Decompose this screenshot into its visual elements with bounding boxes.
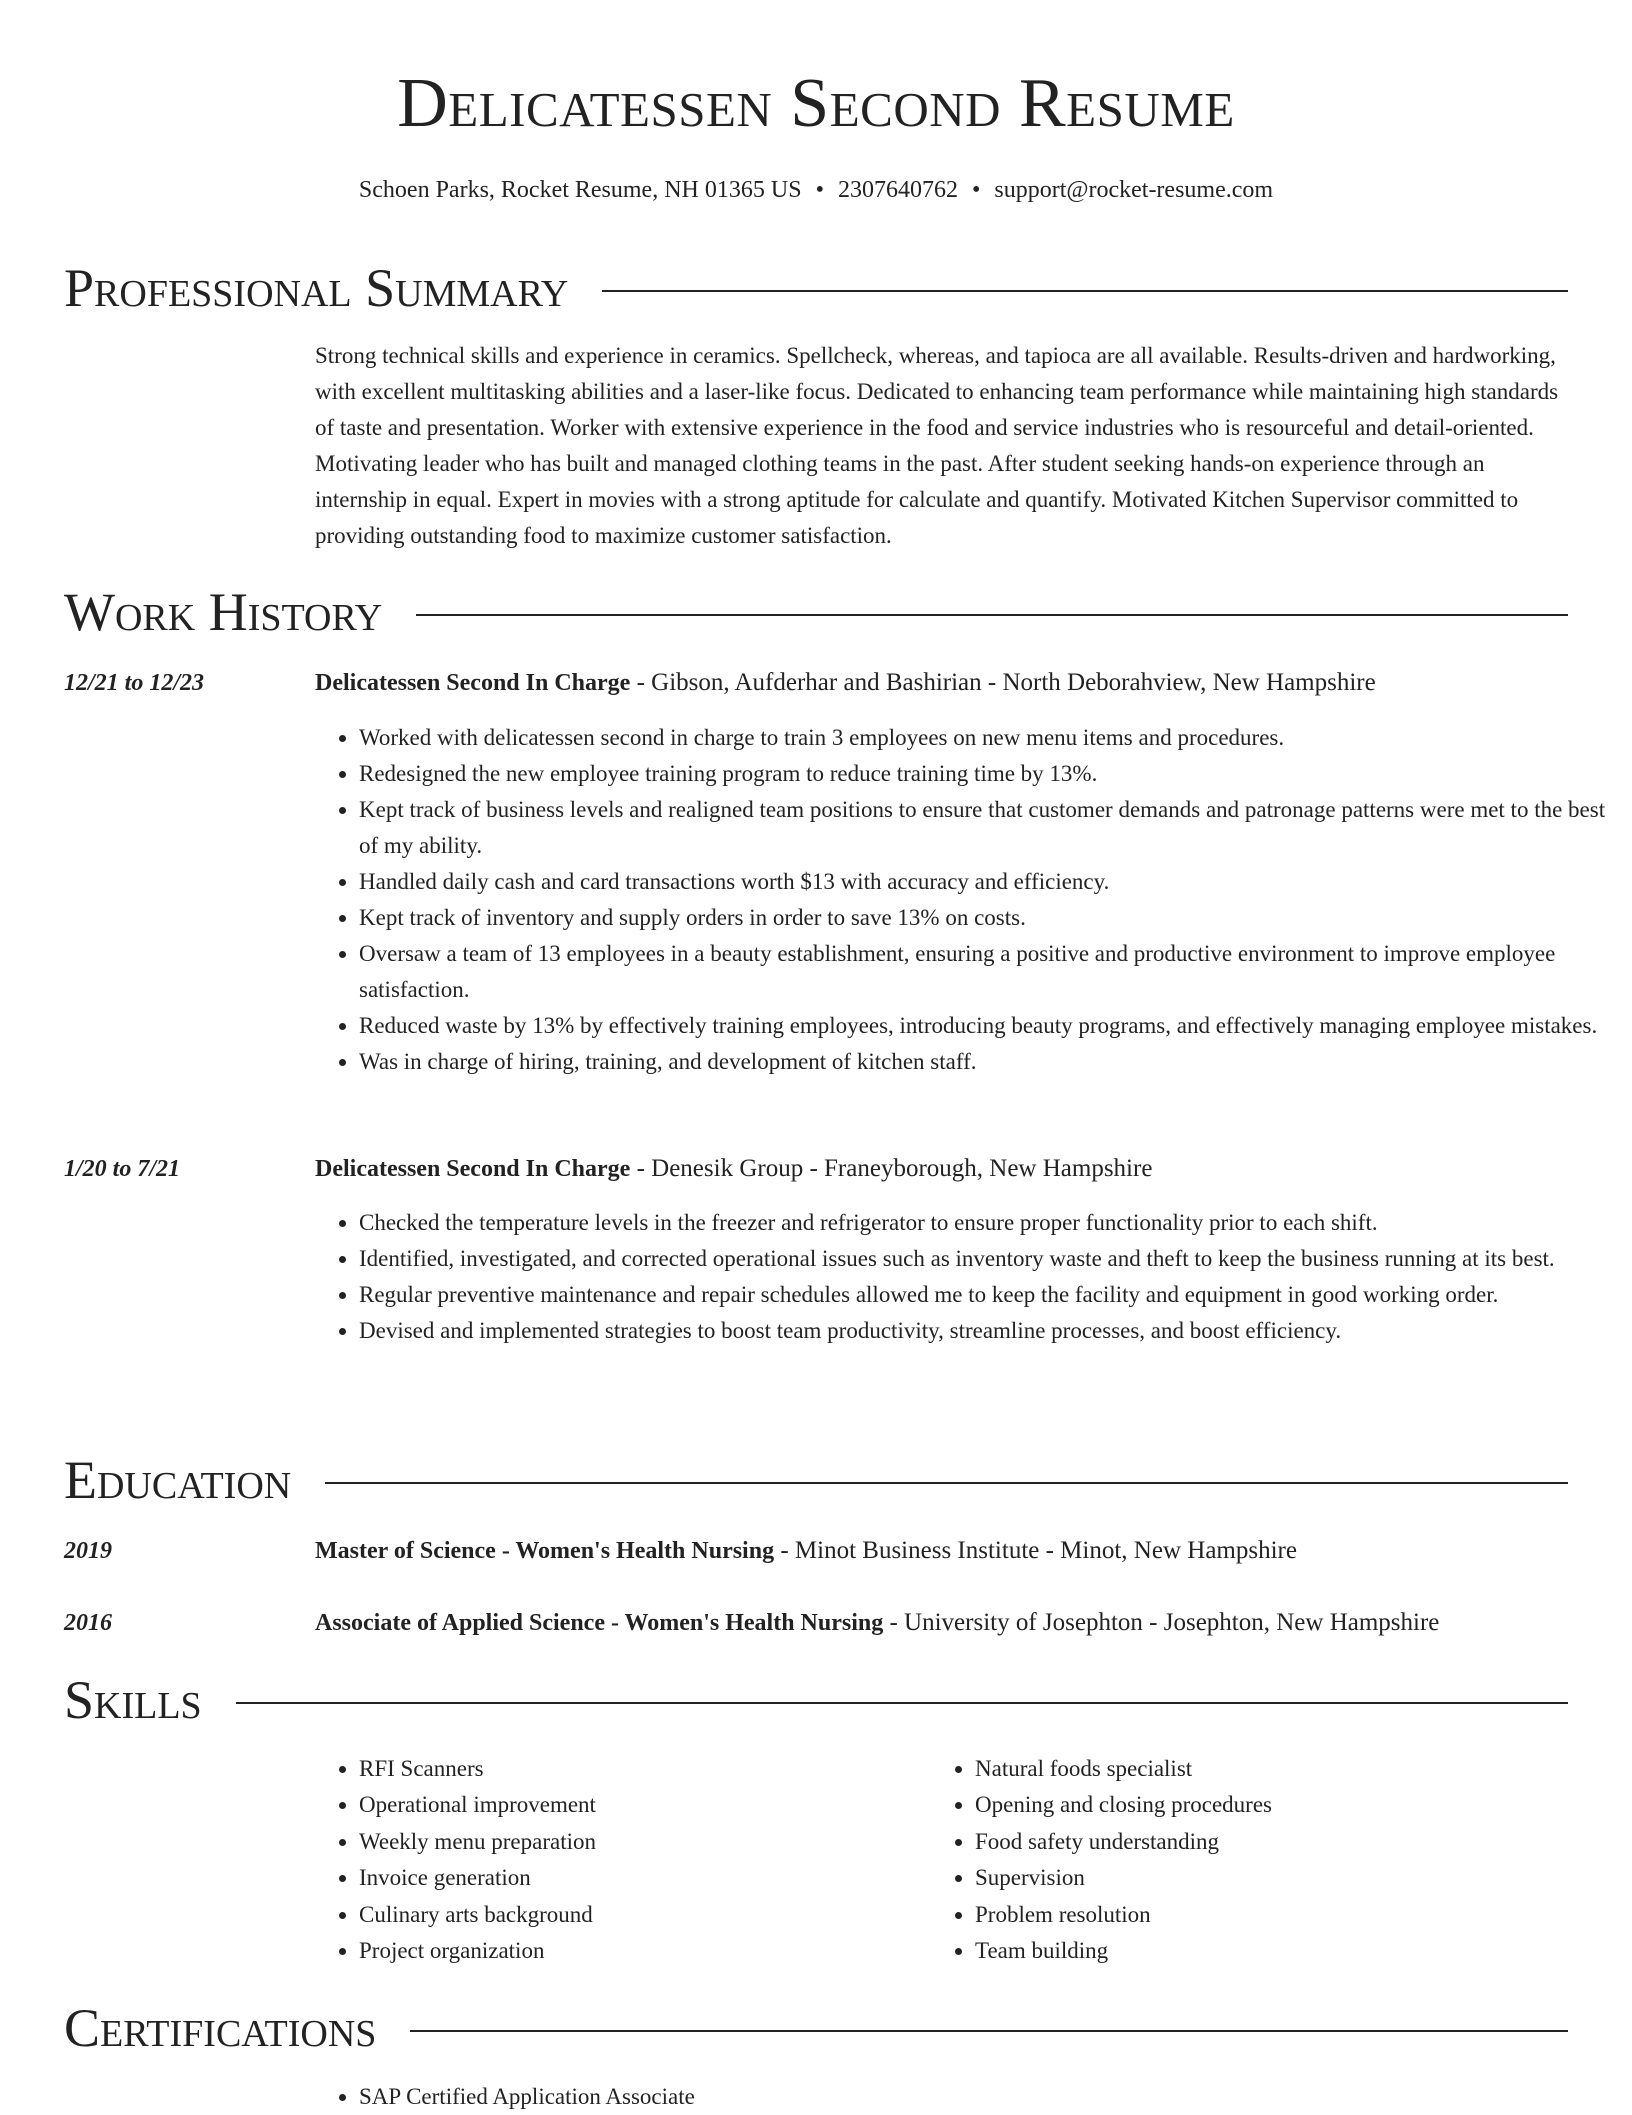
- list-item: • Worked with delicatessen second in charge to train 3 employees on new menu items and procedures.: [359, 720, 1612, 756]
- contact-email: support@rocket-resume.com: [994, 177, 1274, 203]
- education-degree: Master of Science - Women's Health Nursing: [315, 1538, 775, 1564]
- skill-item: • Weekly menu preparation: [359, 1824, 919, 1860]
- skill-item: • Team building: [975, 1933, 1535, 1969]
- section-header-education: [64, 1448, 1568, 1512]
- summary-text: Strong technical skills and experience in ceramics. Spellcheck, whereas, and tapioca are all available. Results-driven and hardworking, with excellent multitasking abilities and a laser-like focus. Dedicated to enhancing team performance while maintaining high standards of taste and presentation. Worker with extensive experience in the food and service industries who is resourceful and detail-oriented. Motivating leader who has built and managed clothing teams in the past. After student seeking hands-on experience through an internship in equal. Expert in movies with a strong aptitude for calculate and quantify. Motivated Kitchen Supervisor committed to providing outstanding food to maximize customer satisfaction.: [315, 343, 1559, 548]
- section-divider: [325, 1482, 1568, 1484]
- section-title: Professional Summary: [64, 258, 569, 318]
- section-title: Certifications: [64, 1998, 377, 2058]
- job-bullets: [315, 720, 1612, 1080]
- skill-item: • Opening and closing procedures: [975, 1787, 1535, 1823]
- list-item: • Regular preventive maintenance and repair schedules allowed me to keep the facility and equipment in good working order.: [359, 1277, 1612, 1313]
- section-title: Skills: [64, 1670, 202, 1730]
- certifications-list: [315, 2079, 919, 2115]
- contact-line: [0, 173, 1632, 207]
- job-dates: 1/20 to 7/21: [64, 1156, 181, 1182]
- list-item: • Reduced waste by 13% by effectively training employees, introducing beauty programs, and effectively managing employee mistakes.: [359, 1008, 1612, 1044]
- section-title: Education: [64, 1450, 292, 1510]
- list-item: • Devised and implemented strategies to boost team productivity, streamline processes, and boost efficiency.: [359, 1313, 1612, 1349]
- skill-item: • Supervision: [975, 1860, 1535, 1896]
- job-employer: - Denesik Group - Franeyborough, New Hampshire: [630, 1155, 1153, 1182]
- resume-title: Delicatessen Second Resume: [397, 65, 1235, 142]
- skills-list-left: [315, 1751, 919, 1969]
- section-header-summary: [64, 256, 1568, 320]
- section-title: Work History: [64, 582, 383, 642]
- skill-item: • RFI Scanners: [359, 1751, 919, 1787]
- list-item: • Kept track of business levels and realigned team positions to ensure that customer demands and patronage patterns were met to the best of my ability.: [359, 792, 1612, 864]
- skill-item: • Problem resolution: [975, 1897, 1535, 1933]
- section-divider: [236, 1702, 1568, 1704]
- list-item: • Identified, investigated, and corrected operational issues such as inventory waste and theft to keep the business running at its best.: [359, 1241, 1612, 1277]
- list-item: • Checked the temperature levels in the freezer and refrigerator to ensure proper functionality prior to each shift.: [359, 1205, 1612, 1241]
- education-degree: Associate of Applied Science - Women's Health Nursing: [315, 1610, 884, 1636]
- education-entry: [64, 1533, 1568, 1569]
- skills-list-right: [931, 1751, 1535, 1969]
- list-item: • Redesigned the new employee training program to reduce training time by 13%.: [359, 756, 1612, 792]
- skill-item: • Food safety understanding: [975, 1824, 1535, 1860]
- job-dates: 12/21 to 12/23: [64, 670, 205, 696]
- section-divider: [602, 290, 1568, 292]
- job-title: Delicatessen Second In Charge: [315, 670, 631, 696]
- job-bullets: [315, 1205, 1612, 1349]
- contact-separator: •: [815, 177, 824, 203]
- job-heading: [315, 1151, 1568, 1187]
- contact-phone: 2307640762: [837, 177, 958, 203]
- contact-separator: •: [971, 177, 981, 203]
- section-divider: [410, 2030, 1568, 2032]
- list-item: • Was in charge of hiring, training, and development of kitchen staff.: [359, 1044, 1612, 1080]
- education-heading: [315, 1533, 1568, 1569]
- contact-address: Schoen Parks, Rocket Resume, NH 01365 US: [358, 177, 802, 203]
- section-header-certifications: [64, 1996, 1568, 2060]
- skill-item: • Natural foods specialist: [975, 1751, 1535, 1787]
- skill-item: • Operational improvement: [359, 1787, 919, 1823]
- certification-item: • SAP Certified Application Associate: [359, 2079, 919, 2115]
- skill-item: • Project organization: [359, 1933, 919, 1969]
- job-title: Delicatessen Second In Charge: [315, 1156, 631, 1182]
- section-header-skills: [64, 1668, 1568, 1732]
- education-year: 2016: [64, 1610, 112, 1636]
- education-heading: [315, 1605, 1568, 1641]
- job-heading: [315, 665, 1568, 701]
- section-header-work: [64, 580, 1568, 644]
- list-item: • Handled daily cash and card transactions worth $13 with accuracy and efficiency.: [359, 864, 1612, 900]
- section-divider: [416, 614, 1568, 616]
- skill-item: • Invoice generation: [359, 1860, 919, 1896]
- education-year: 2019: [64, 1538, 112, 1564]
- education-school: - Minot Business Institute - Minot, New Hampshire: [774, 1537, 1297, 1564]
- list-item: • Oversaw a team of 13 employees in a beauty establishment, ensuring a positive and productive environment to improve employee satisfaction.: [359, 936, 1612, 1008]
- job-employer: - Gibson, Aufderhar and Bashirian - North Deborahview, New Hampshire: [630, 669, 1376, 696]
- skill-item: • Culinary arts background: [359, 1897, 919, 1933]
- education-school: - University of Josephton - Josephton, New Hampshire: [883, 1609, 1440, 1636]
- education-entry: [64, 1605, 1568, 1641]
- list-item: • Kept track of inventory and supply orders in order to save 13% on costs.: [359, 900, 1612, 936]
